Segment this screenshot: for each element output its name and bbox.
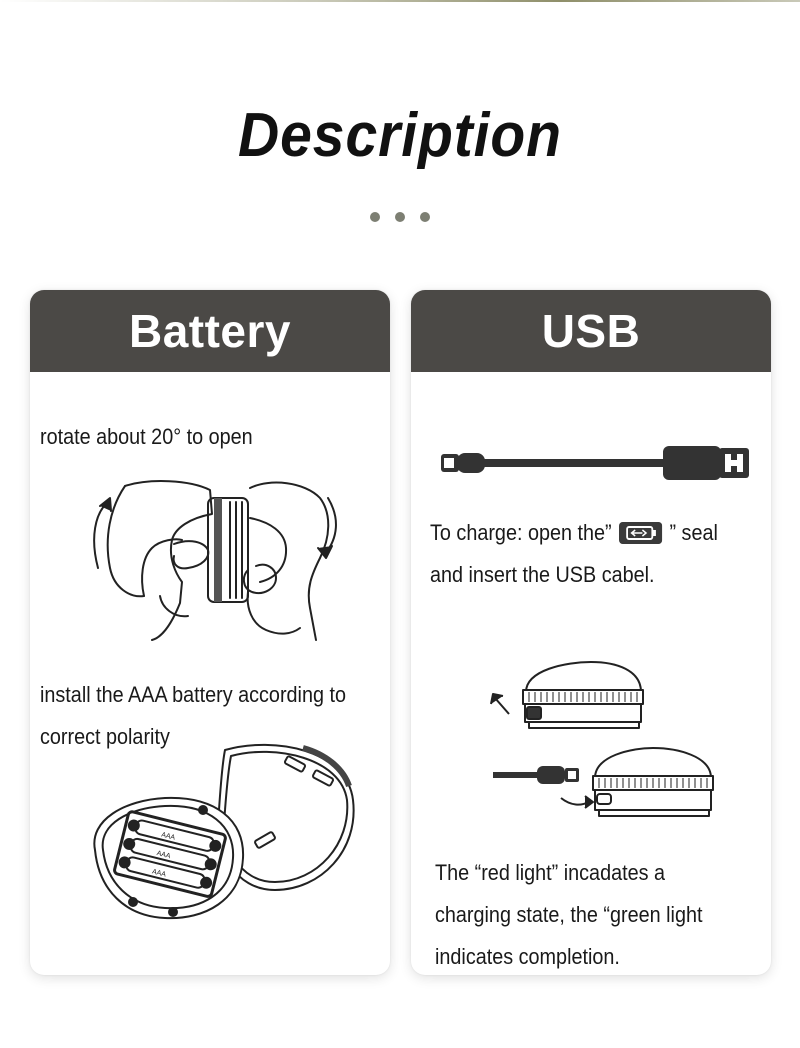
hands-rotating-illustration	[80, 478, 350, 648]
device-charging-illustration	[481, 660, 721, 840]
battery-label: AAA	[160, 831, 176, 842]
battery-card	[30, 290, 390, 975]
usb-charge-text-b: ” seal	[669, 520, 718, 545]
battery-step2-line1: install the AAA battery according to	[40, 682, 346, 707]
battery-compartment-illustration	[85, 740, 365, 930]
seal-icon	[619, 521, 662, 545]
device-open-port	[491, 662, 643, 728]
dot	[395, 212, 405, 222]
usb-note-line3: indicates completion.	[435, 944, 620, 969]
dot	[420, 212, 430, 222]
usb-charge-line2: and insert the USB cabel.	[430, 562, 655, 587]
usb-note-line2: charging state, the “green light	[435, 902, 703, 927]
battery-card-header: Battery	[30, 290, 390, 372]
rotate-arrow-left	[94, 502, 108, 568]
usb-cable-illustration	[439, 440, 755, 488]
usb-card	[411, 290, 771, 975]
usb-card-header: USB	[411, 290, 771, 372]
device-with-cable	[493, 748, 713, 816]
battery-step2-line2: correct polarity	[40, 724, 170, 749]
battery-label: AAA	[155, 850, 172, 861]
battery-step1-text: rotate about 20° to open	[40, 424, 253, 449]
usb-note-line1: The “red light” incadates a	[435, 860, 666, 885]
dot	[370, 212, 380, 222]
rotate-arrow-right	[325, 498, 336, 554]
usb-charge-line1	[430, 512, 718, 554]
top-border	[0, 0, 800, 2]
usb-charge-text-a: To charge: open the”	[430, 520, 612, 545]
battery-label: AAA	[151, 868, 167, 879]
page-title: Description	[238, 101, 562, 170]
title-dots	[370, 212, 430, 224]
